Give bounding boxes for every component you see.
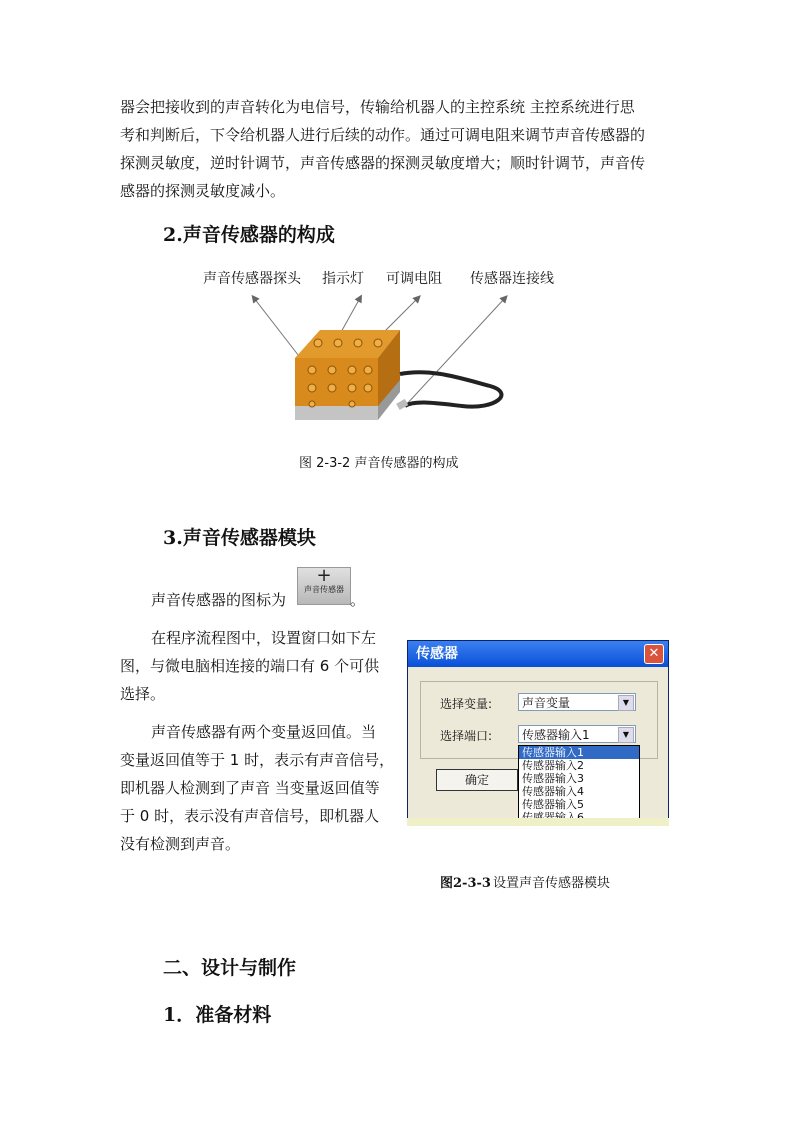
variable-label: 选择变量: <box>440 697 493 711</box>
para2-line-3: 即机器人检测到了声音 当变量返回值等 <box>120 779 380 797</box>
para1-line-1: 在程序流程图中，设置窗口如下左 <box>151 629 377 647</box>
para1-line-3: 选择。 <box>120 685 166 703</box>
dialog-title: 传感器 <box>408 641 668 667</box>
label-resistor: 可调电阻 <box>386 271 442 287</box>
para2-line-2: 变量返回值等于 1 时，表示有声音信号， <box>120 751 395 769</box>
dialog-bottom-strip <box>407 818 669 826</box>
port-option[interactable]: 传感器输入3 <box>522 772 584 785</box>
port-option[interactable]: 传感器输入1 <box>519 746 639 759</box>
materials-heading: 1．准备材料 <box>163 1004 272 1026</box>
figure-2-3-3-caption-number: 图2-3-3 <box>440 876 491 891</box>
intro-line-1: 器会把接收到的声音转化为电信号，传输给机器人的主控系统 主控系统进行思 <box>120 98 635 116</box>
port-option[interactable]: 传感器输入2 <box>522 759 584 772</box>
chevron-down-icon[interactable]: ▼ <box>618 727 634 743</box>
sensor-dialog <box>407 640 669 826</box>
port-select-value: 传感器输入1 <box>522 728 590 742</box>
figure-2-3-3-caption-text: 设置声音传感器模块 <box>493 876 611 891</box>
para2-line-5: 没有检测到声音。 <box>120 835 241 853</box>
section-3-heading: 3.声音传感器模块 <box>163 527 316 549</box>
port-dropdown-list[interactable] <box>518 745 640 825</box>
port-label: 选择端口: <box>440 729 493 743</box>
port-option[interactable]: 传感器输入5 <box>522 798 584 811</box>
figure-2-3-2-caption: 图 2-3-2 声音传感器的构成 <box>299 456 459 471</box>
intro-line-2: 考和判断后，下令给机器人进行后续的动作。通过可调电阻来调节声音传感器的 <box>120 126 646 144</box>
close-icon[interactable]: ✕ <box>644 644 664 664</box>
part-2-heading: 二、设计与制作 <box>163 957 297 979</box>
intro-line-4: 感器的探测灵敏度减小。 <box>120 182 286 200</box>
intro-line-3: 探测灵敏度，逆时针调节，声音传感器的探测灵敏度增大；顺时针调节，声音传 <box>120 154 646 172</box>
label-cable: 传感器连接线 <box>470 271 554 287</box>
ok-button[interactable]: 确定 <box>436 769 518 791</box>
section-2-heading: 2.声音传感器的构成 <box>163 224 335 246</box>
label-probe: 声音传感器探头 <box>203 271 301 287</box>
icon-label: 声音传感器 <box>304 585 344 594</box>
icon-sentence-suffix: 。 <box>350 591 366 609</box>
para1-line-2: 图，与微电脑相连接的端口有 6 个可供 <box>120 657 380 675</box>
port-option[interactable]: 传感器输入4 <box>522 785 584 798</box>
variable-select[interactable] <box>518 693 636 711</box>
para2-line-1: 声音传感器有两个变量返回值。当 <box>151 723 377 741</box>
variable-select-value: 声音变量 <box>522 696 571 710</box>
sensor-illustration <box>240 288 540 438</box>
icon-sentence-prefix: 声音传感器的图标为 <box>151 591 287 609</box>
sound-sensor-icon: + 声音传感器 <box>297 567 351 605</box>
port-select[interactable] <box>518 725 636 743</box>
chevron-down-icon[interactable]: ▼ <box>618 695 634 711</box>
label-indicator: 指示灯 <box>322 271 364 287</box>
para2-line-4: 于 0 时，表示没有声音信号，即机器人 <box>120 807 380 825</box>
